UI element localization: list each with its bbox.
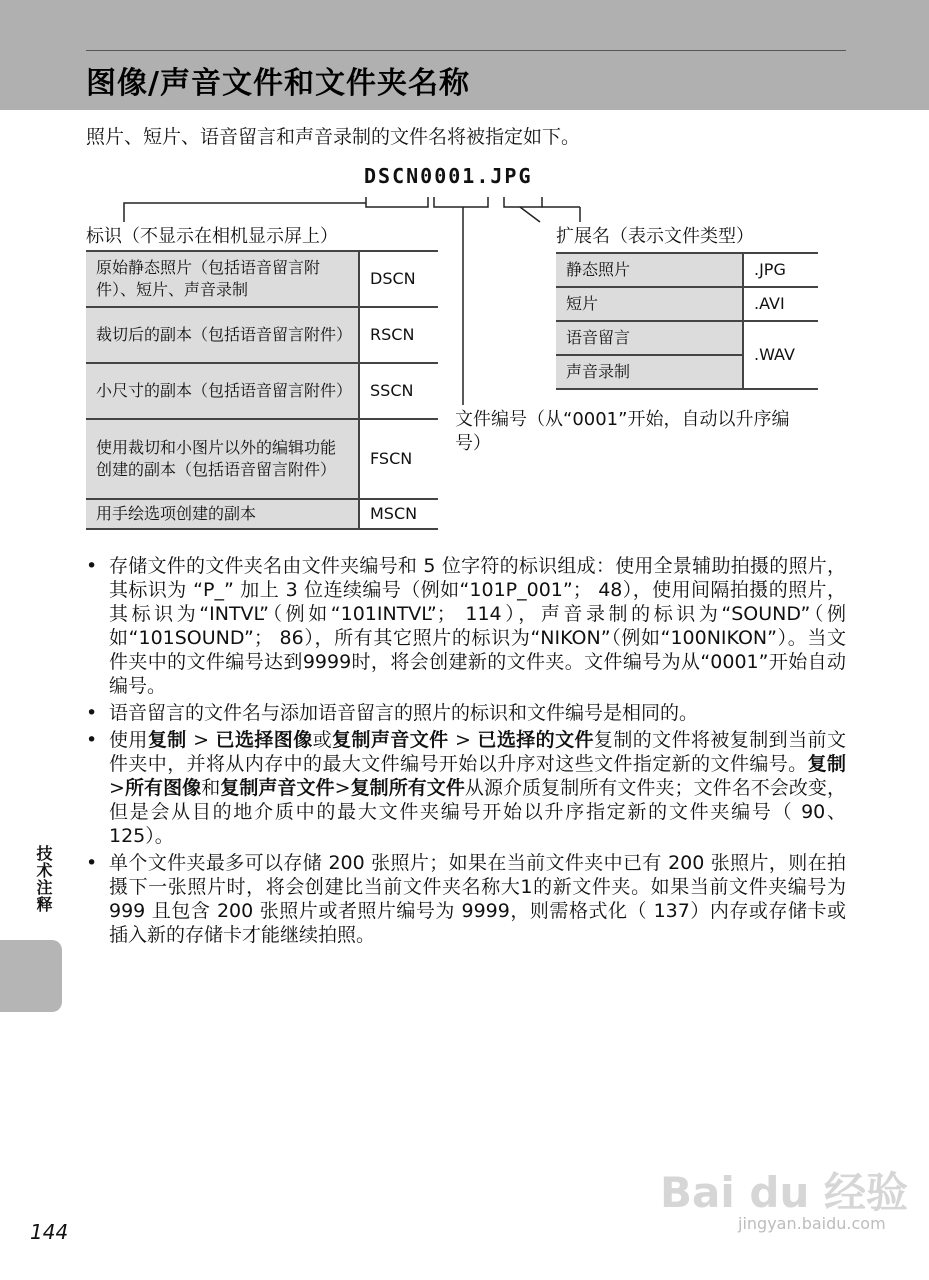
note-text: 存储文件的文件夹名由文件夹编号和 5 位字符的标识组成：使用全景辅助拍摄的照片，其标识为 “P_” 加上 3 位连续编号（例如“101P_001”； 48），使用间隔拍摄的照片，其标识为“INTVL”（例如“101INTVL”； 114），声音录制的标识为“SOUND”（例如“101SOUND”； 86），所有其它照片的标识为“NIKON”（例如“100NIKON”）。当文件夹中的文件编号达到9999时，将会创建新的文件夹。文件编号为从“0001”开始自动编号。 — [109, 555, 846, 697]
line-identifier — [124, 203, 366, 222]
ext-desc: 静态照片 — [556, 253, 743, 287]
list-item: • 语音留言的文件名与添加语音留言的照片的标识和文件编号是相同的。 — [86, 702, 699, 724]
ext-code: .WAV — [743, 321, 818, 389]
prefix-code: DSCN — [359, 251, 438, 307]
extension-label: 扩展名（表示文件类型） — [556, 226, 754, 247]
intro-text: 照片、短片、语音留言和声音录制的文件名将被指定如下。 — [86, 126, 581, 148]
table-row — [86, 499, 438, 529]
watermark-url: jingyan.baidu.com — [738, 1214, 886, 1233]
ext-desc: 声音录制 — [556, 355, 743, 389]
identifier-label: 标识（不显示在相机显示屏上） — [86, 226, 338, 247]
prefix-desc: 小尺寸的副本（包括语音留言附件） — [86, 363, 359, 419]
bracket-ext — [504, 197, 542, 207]
table-row — [556, 253, 818, 287]
notes-list — [86, 554, 846, 950]
note-text: 单个文件夹最多可以存储 200 张照片；如果在当前文件夹中已有 200 张照片，则在拍摄下一张照片时，将会创建比当前文件夹名称大1的新文件夹。如果当前文件夹编号为 999 且包含 200 张照片或者照片编号为 9999，则需格式化（ 137）内存或存储卡或插入新的存储卡才能继续拍照。 — [109, 852, 846, 946]
prefix-desc: 裁切后的副本（包括语音留言附件） — [86, 307, 359, 363]
prefix-desc: 原始静态照片（包括语音留言附件）、短片、声音录制 — [86, 251, 359, 307]
table-row — [86, 307, 438, 363]
table-row — [86, 363, 438, 419]
ext-code: .AVI — [743, 287, 818, 321]
list-item: • 存储文件的文件夹名由文件夹编号和 5 位字符的标识组成：使用全景辅助拍摄的照片，其标识为 “P_” 加上 3 位连续编号（例如“101P_001”； 48），使用间隔拍摄的照片，其标识为“INTVL”（例如“101INTVL”； 114），声音录制的标识为“SOUND”（例如“101SOUND”； 86），所有其它照片的标识为“NIKON”（例如“100NIKON”）。当文件夹中的文件编号达到9999时，将会创建新的文件夹。文件编号为从“0001”开始自动编号。 — [86, 555, 846, 697]
prefix-desc: 用手绘选项创建的副本 — [86, 499, 359, 529]
note-text: 语音留言的文件名与添加语音留言的照片的标识和文件编号是相同的。 — [109, 702, 699, 724]
prefix-code: MSCN — [359, 499, 438, 529]
side-tab — [0, 940, 62, 1012]
page-number: 144 — [30, 1220, 69, 1244]
table-row — [86, 251, 438, 307]
table-row — [556, 321, 818, 355]
prefix-code: FSCN — [359, 419, 438, 499]
table-row — [556, 287, 818, 321]
file-number-label: 文件编号（从“0001”开始，自动以升序编号） — [455, 409, 790, 454]
ext-desc: 短片 — [556, 287, 743, 321]
list-item: • 单个文件夹最多可以存储 200 张照片；如果在当前文件夹中已有 200 张照片，则在拍摄下一张照片时，将会创建比当前文件夹名称大1的新文件夹。如果当前文件夹编号为 999 且包含 200 张照片或者照片编号为 9999，则需格式化（ 137）内存或存储卡或插入新的存储卡才能继续拍照。 — [86, 852, 846, 946]
table-row — [86, 419, 438, 499]
example-filename: DSCN0001.JPG — [364, 164, 533, 188]
line-ext-join — [520, 207, 540, 222]
note-text-rich: 使用复制 > 已选择图像或复制声音文件 > 已选择的文件复制的文件将被复制到当前文件夹中，并将从内存中的最大文件编号开始以升序对这些文件指定新的文件编号。复制>所有图像和复制声音文件>复制所有文件从源介质复制所有文件夹；文件名不会改变，但是会从目的地介质中的最大文件夹编号开始以升序指定新的文件夹编号（ 90、125）。 — [109, 729, 846, 847]
page-title: 图像/声音文件和文件夹名称 — [86, 66, 470, 101]
extension-table — [556, 252, 818, 390]
prefix-table — [86, 250, 438, 530]
prefix-code: RSCN — [359, 307, 438, 363]
list-item: • 使用复制 > 已选择图像或复制声音文件 > 已选择的文件复制的文件将被复制到当前文件夹中，并将从内存中的最大文件编号开始以升序对这些文件指定新的文件编号。复制>所有图像和复制声音文件>复制所有文件从源介质复制所有文件夹；文件名不会改变，但是会从目的地介质中的最大文件夹编号开始以升序指定新的文件夹编号（ 90、125）。 — [86, 729, 846, 847]
ext-code: .JPG — [743, 253, 818, 287]
ext-desc: 语音留言 — [556, 321, 743, 355]
prefix-desc: 使用裁切和小图片以外的编辑功能创建的副本（包括语音留言附件） — [86, 419, 359, 499]
bracket-number — [434, 197, 488, 207]
bracket-prefix — [366, 197, 428, 207]
watermark-logo: Bai du 经验 — [660, 1168, 908, 1217]
side-section-label: 技术注释 — [34, 845, 53, 913]
prefix-code: SSCN — [359, 363, 438, 419]
